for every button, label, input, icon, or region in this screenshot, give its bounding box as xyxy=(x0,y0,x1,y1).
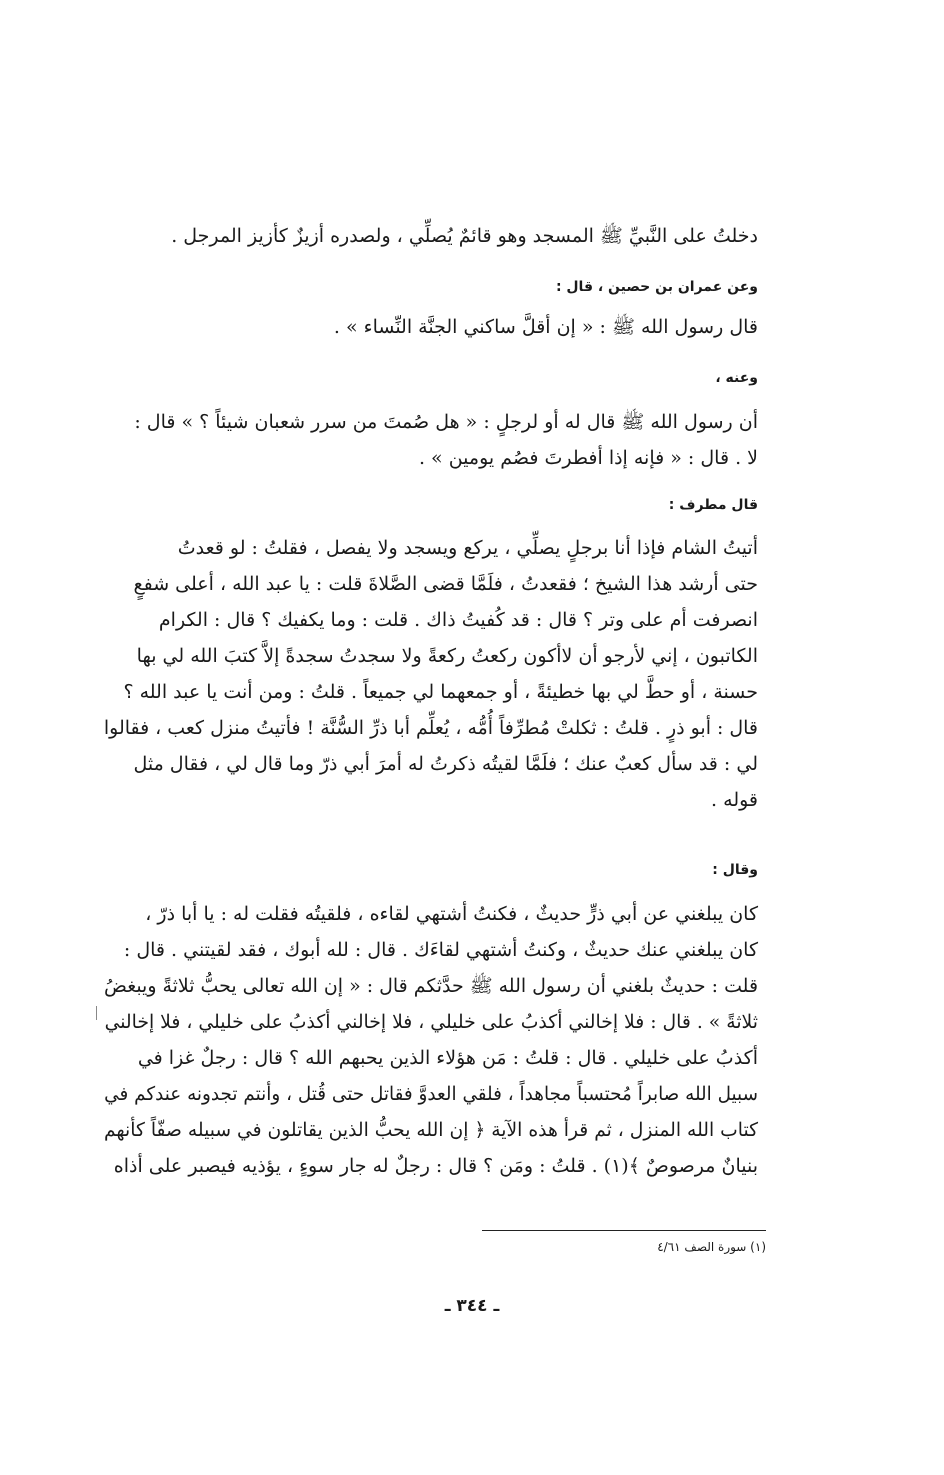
text-line: دخلتُ على النَّبيِّ ﷺ المسجد وهو قائمٌ يُصلِّي ، ولصدره أزيزٌ كأزيز المرجل . xyxy=(171,225,758,247)
paragraph-5 xyxy=(104,896,758,1184)
paragraph-1 xyxy=(160,218,758,254)
text-line: انصرفت أم على وتر ؟ قال : قد كُفيتُ ذاك . قلت : وما يكفيك ؟ قال : الكرام xyxy=(158,609,758,631)
heading-wanhu: وعنه ، xyxy=(715,370,758,386)
paragraph-4 xyxy=(104,530,758,818)
heading-waqal: وقال : xyxy=(712,862,758,878)
text-line: لي : قد سأل كعبٌ عنك ؛ فلَمَّا لقيتُه ذكرتُ له أمرَ أبي ذرّ وما قال لي ، فقال مثل xyxy=(133,753,758,775)
text-line: بنيانٌ مرصوصٌ ﴾(١) . قلتُ : ومَن ؟ قال : رجلٌ له جار سوءٍ ، يؤذيه فيصبر على أذاه xyxy=(113,1155,758,1177)
paragraph-3 xyxy=(104,404,758,476)
text-line: سبيل الله صابراً مُحتسباً مجاهداً ، فلقي العدوَّ فقاتل حتى قُتل ، وأنتم تجدونه عندكم في xyxy=(104,1083,758,1105)
footnote: (١) سورة الصف ٤/٦١ xyxy=(657,1240,766,1254)
page-number: ـ ٣٤٤ ـ xyxy=(444,1296,500,1316)
text-line: أتيتُ الشام فإذا أنا برجلٍ يصلِّي ، يركع ويسجد ولا يفصل ، فقلتُ : لو قعدتُ xyxy=(177,537,758,559)
margin-mark xyxy=(96,1006,97,1020)
text-line: حتى أرشد هذا الشيخ ؛ فقعدتُ ، فلَمَّا قضى الصَّلاةَ قلت : يا عبد الله ، أعلى شفعٍ xyxy=(133,573,758,595)
text-line: حسنة ، أو حطَّ لي بها خطيئةً ، أو جمعهما لي جميعاً . قلتُ : ومن أنت يا عبد الله ؟ xyxy=(123,681,758,703)
footnote-rule xyxy=(482,1230,766,1231)
text-line: ثلاثةً » . قال : فلا إخالني أكذبُ على خليلي ، فلا إخالني أكذبُ على خليلي ، فلا إخالني xyxy=(104,1011,759,1033)
text-line: قلت : حديثٌ بلغني أن رسول الله ﷺ حدَّثكم قال : « إن الله تعالى يحبُّ ثلاثةً ويبغضُ xyxy=(103,975,758,997)
text-line: كتاب الله المنزل ، ثم قرأ هذه الآية ﴿ إن الله يحبُّ الذين يقاتلون في سبيله صفّاً كأنهم xyxy=(103,1119,758,1141)
text-line: أكذبُ على خليلي . قال : قلتُ : مَن هؤلاء الذين يحبهم الله ؟ قال : رجلٌ غزا في xyxy=(137,1047,758,1069)
text-line: كان يبلغني عنك حديثٌ ، وكنتُ أشتهي لقاءَك . قال : لله أبوك ، فقد لقيتني . قال : xyxy=(123,939,758,961)
text-line: قال رسول الله ﷺ : « إن أقلَّ ساكني الجنَّة النِّساء » . xyxy=(333,316,758,338)
paragraph-2 xyxy=(330,309,758,345)
text-line: كان يبلغني عن أبي ذرٍّ حديثٌ ، فكنتُ أشتهي لقاءه ، فلقيتُه فقلت له : يا أبا ذرّ ، xyxy=(145,903,758,925)
text-line: قال : أبو ذرٍ . قلتُ : ثكلتْ مُطرِّفاً أُمُّه ، يُعلِّم أبا ذرِّ السُّنَّة ! فأتيتُ منزل كعب ، فقالوا xyxy=(103,717,759,739)
heading-mutarrif: قال مطرف : xyxy=(668,497,758,513)
text-line: الكاتبون ، إني لأرجو أن لاأكون ركعتُ ركعةً ولا سجدتُ سجدةً إلاَّ كتبَ الله لي بها xyxy=(136,645,758,667)
heading-imran: وعن عمران بن حصين ، قال : xyxy=(555,279,758,295)
text-line: لا . قال : « فإنه إذا أفطرتَ فصُم يومين » . xyxy=(418,447,758,469)
text-line: أن رسول الله ﷺ قال له أو لرجلٍ : « هل صُمتَ من سرر شعبان شيئاً ؟ » قال : xyxy=(134,411,758,433)
text-line: قوله . xyxy=(711,789,758,811)
